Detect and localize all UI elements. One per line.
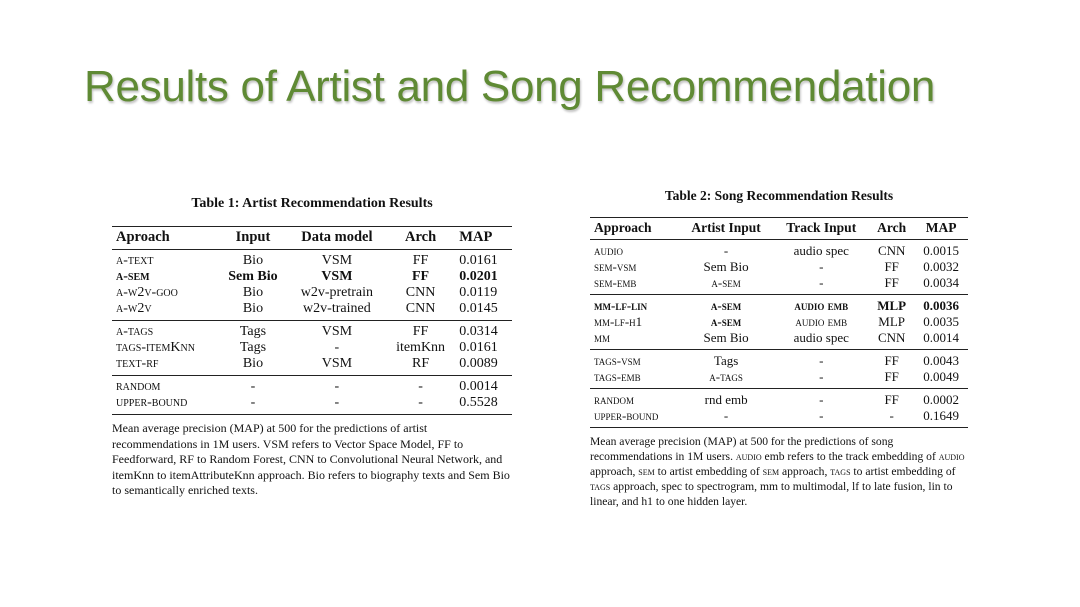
song-recommendation-table-panel — [590, 188, 968, 509]
table2-header-arch: Arch — [869, 218, 914, 240]
arch-cell: FF — [869, 389, 914, 409]
table-row — [112, 356, 512, 376]
table-row — [112, 301, 512, 321]
map-cell: 0.0014 — [923, 330, 960, 345]
approach-cell: upper-bound — [590, 408, 679, 428]
table-row — [112, 321, 512, 341]
map-cell: 0.0161 — [459, 253, 498, 268]
arch-cell: MLP — [878, 314, 906, 329]
map-cell: 0.0043 — [914, 350, 968, 370]
map-cell: 0.0034 — [923, 275, 960, 290]
arch-cell: CNN — [877, 243, 906, 258]
arch-cell: FF — [869, 350, 914, 370]
map-cell: 0.0049 — [923, 369, 960, 384]
artist-input-cell: a-tags — [709, 369, 743, 384]
data-model-cell: - — [288, 395, 386, 415]
table2-header-artist-input: Artist Input — [679, 218, 774, 240]
data-model-cell: - — [288, 376, 386, 396]
map-cell: 0.0145 — [459, 301, 498, 316]
table-row — [590, 314, 968, 330]
table-row — [590, 350, 968, 370]
arch-cell: CNN — [405, 285, 436, 300]
table-row — [112, 269, 512, 285]
table-row — [590, 240, 968, 260]
data-model-cell: w2v-pretrain — [300, 285, 374, 300]
table1-note: Mean average precision (MAP) at 500 for the predictions of artist recommendations in 1M users. VSM refers to Vector Space Model, FF to Feedforward, RF to Random Forest, CNN to Convolutional Neural Network, and itemKnn to itemAttributeKnn approach. Bio refers to biography texts and Sem Bio to semantically enriched texts. — [112, 421, 510, 498]
table1-caption: Table 1: Artist Recommendation Results — [191, 196, 433, 211]
approach-cell: random — [112, 376, 218, 396]
approach-cell: a-tags — [112, 321, 218, 341]
approach-cell: mm — [594, 330, 611, 345]
artist-recommendation-table-panel — [112, 196, 512, 499]
input-cell: - — [218, 395, 288, 415]
map-cell: 0.1649 — [914, 408, 968, 428]
track-input-cell: audio spec — [793, 243, 849, 258]
map-cell: 0.0015 — [923, 243, 960, 258]
input-cell: Bio — [242, 301, 264, 316]
data-model-cell: VSM — [321, 269, 353, 284]
arch-cell: FF — [412, 253, 429, 268]
map-cell: 0.0089 — [459, 356, 498, 371]
arch-cell: CNN — [405, 301, 436, 316]
table-row — [590, 408, 968, 428]
table-row — [590, 295, 968, 315]
table2-header-approach: Approach — [590, 218, 679, 240]
approach-cell: tags-vsm — [590, 350, 679, 370]
table-row — [112, 285, 512, 301]
arch-cell: FF — [884, 369, 899, 384]
map-cell: 0.5528 — [455, 395, 512, 415]
arch-cell: MLP — [869, 295, 914, 315]
data-model-cell: VSM — [321, 356, 353, 371]
arch-cell: RF — [412, 356, 430, 371]
map-cell: 0.0035 — [923, 314, 960, 329]
song-results-table — [590, 217, 968, 428]
table2-header-map: MAP — [914, 218, 968, 240]
table1-header-approach: Aproach — [112, 227, 218, 250]
artist-input-cell: Sem Bio — [703, 330, 749, 345]
table-row — [112, 395, 512, 415]
table-row — [590, 369, 968, 389]
input-cell: Bio — [242, 356, 264, 371]
map-cell: 0.0314 — [455, 321, 512, 341]
track-input-cell: audio spec — [793, 330, 849, 345]
artist-input-cell: a-sem — [710, 314, 742, 329]
table1-header-map: MAP — [455, 227, 512, 250]
table1-header-input: Input — [218, 227, 288, 250]
map-cell: 0.0036 — [914, 295, 968, 315]
table2-header-track-input: Track Input — [774, 218, 869, 240]
table-row — [590, 330, 968, 350]
map-cell: 0.0002 — [914, 389, 968, 409]
map-cell: 0.0201 — [459, 269, 498, 284]
arch-cell: - — [386, 376, 455, 396]
arch-cell: - — [386, 395, 455, 415]
approach-cell: random — [590, 389, 679, 409]
table-row — [590, 275, 968, 295]
artist-input-cell: a-sem — [711, 275, 741, 290]
input-cell: Tags — [239, 340, 267, 355]
approach-cell: text-rf — [116, 356, 159, 371]
arch-cell: itemKnn — [396, 340, 446, 355]
artist-input-cell: a-sem — [679, 295, 774, 315]
slide-title: Results of Artist and Song Recommendation — [84, 62, 936, 111]
arch-cell: FF — [386, 321, 455, 341]
approach-cell: tags-itemKnn — [116, 340, 195, 355]
approach-cell: audio — [594, 243, 623, 258]
data-model-cell: VSM — [321, 253, 353, 268]
table2-note: Mean average precision (MAP) at 500 for the predictions of song recommendations in 1M users. audio emb refers to the track embedding of audio approach, sem to artist embedding of sem approach, tags to artist embedding of tags approach, spec to spectrogram, mm to multimodal, lf to late fusion, lin to linear, and h1 to one hidden layer. — [590, 435, 965, 509]
table1-header-data-model: Data model — [288, 227, 386, 250]
input-cell: Tags — [218, 321, 288, 341]
approach-cell: a-w2v — [116, 301, 152, 316]
approach-cell: mm-lf-lin — [590, 295, 679, 315]
map-cell: 0.0161 — [459, 340, 498, 355]
artist-input-cell: Tags — [679, 350, 774, 370]
approach-cell: sem-emb — [594, 275, 637, 290]
arch-cell: FF — [884, 275, 899, 290]
track-input-cell: - — [819, 259, 824, 274]
approach-cell: tags-emb — [594, 369, 641, 384]
input-cell: Bio — [242, 253, 264, 268]
track-input-cell: - — [774, 350, 869, 370]
track-input-cell: audio emb — [774, 295, 869, 315]
arch-cell: FF — [412, 269, 430, 284]
track-input-cell: - — [774, 389, 869, 409]
track-input-cell: - — [819, 275, 824, 290]
input-cell: - — [218, 376, 288, 396]
approach-cell: a-sem — [116, 269, 150, 284]
table1-header-arch: Arch — [386, 227, 455, 250]
data-model-cell: - — [334, 340, 340, 355]
table2-header-row — [590, 218, 968, 240]
approach-cell: a-w2v-goo — [116, 285, 178, 300]
table-row — [590, 389, 968, 409]
track-input-cell: - — [819, 369, 824, 384]
arch-cell: FF — [884, 259, 899, 274]
data-model-cell: VSM — [288, 321, 386, 341]
artist-results-table — [112, 226, 512, 415]
track-input-cell: - — [774, 408, 869, 428]
approach-cell: mm-lf-h1 — [594, 314, 643, 329]
approach-cell: a-text — [116, 253, 154, 268]
map-cell: 0.0032 — [923, 259, 960, 274]
table-row — [112, 340, 512, 356]
map-cell: 0.0119 — [459, 285, 498, 300]
table2-caption: Table 2: Song Recommendation Results — [664, 188, 894, 203]
input-cell: Sem Bio — [228, 269, 278, 284]
artist-input-cell: - — [723, 243, 729, 258]
map-cell: 0.0014 — [455, 376, 512, 396]
data-model-cell: w2v-trained — [303, 301, 371, 316]
table-row — [112, 376, 512, 396]
input-cell: Bio — [242, 285, 264, 300]
artist-input-cell: Sem Bio — [703, 259, 749, 274]
table-row — [590, 259, 968, 275]
table-row — [112, 250, 512, 270]
approach-cell: sem-vsm — [594, 259, 637, 274]
approach-cell: upper-bound — [112, 395, 218, 415]
table1-header-row — [112, 227, 512, 250]
arch-cell: CNN — [877, 330, 906, 345]
track-input-cell: audio emb — [795, 314, 848, 329]
artist-input-cell: rnd emb — [679, 389, 774, 409]
artist-input-cell: - — [679, 408, 774, 428]
arch-cell: - — [869, 408, 914, 428]
